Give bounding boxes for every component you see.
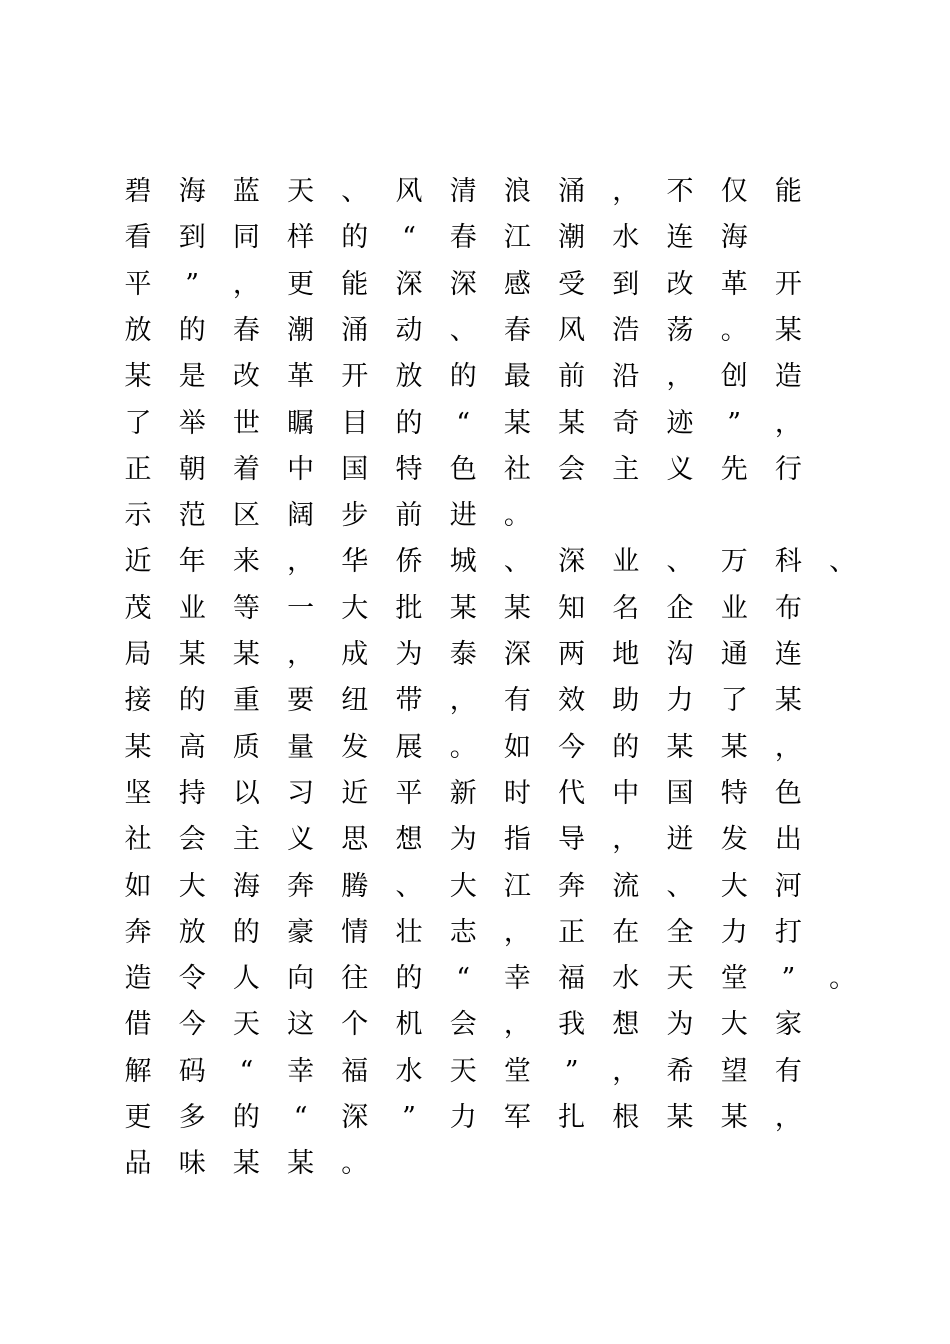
text-line: 平 ” ， 更 能 深 深 感 受 到 改 革 开 xyxy=(124,268,802,300)
text-line: 示 范 区 阔 步 前 进 。 xyxy=(124,500,531,532)
text-line: 如 大 海 奔 腾 、 大 江 奔 流 、 大 河 xyxy=(124,870,802,902)
text-line: 局 某 某 ， 成 为 泰 深 两 地 沟 通 连 xyxy=(124,639,802,670)
text-line: 碧 海 蓝 天 、 风 清 浪 涌 ， 不 仅 能 xyxy=(124,176,802,207)
text-line: 某 是 改 革 开 放 的 最 前 沿 ， 创 造 xyxy=(124,361,802,393)
text-line: 茂 业 等 一 大 批 某 某 知 名 企 业 布 xyxy=(124,592,802,624)
text-line: 接 的 重 要 纽 带 ， 有 效 助 力 了 某 xyxy=(124,685,802,717)
text-line: 借 今 天 这 个 机 会 ， 我 想 为 大 家 xyxy=(124,1009,802,1041)
text-line: 看 到 同 样 的 “ 春 江 潮 水 连 海 xyxy=(124,222,748,254)
text-line: 更 多 的 “ 深 ” 力 军 扎 根 某 某 ， xyxy=(124,1102,802,1133)
text-line: 了 举 世 瞩 目 的 “ 某 某 奇 迹 ” ， xyxy=(124,407,802,439)
text-line: 正 朝 着 中 国 特 色 社 会 主 义 先 行 xyxy=(124,453,802,485)
text-line: 品 味 某 某 。 xyxy=(124,1148,369,1180)
text-line: 某 高 质 量 发 展 。 如 今 的 某 某 ， xyxy=(124,731,802,763)
text-line: 坚 持 以 习 近 平 新 时 代 中 国 特 色 xyxy=(124,777,802,809)
text-line: 解 码 “ 幸 福 水 天 堂 ” ， 希 望 有 xyxy=(124,1055,802,1087)
text-line: 社 会 主 义 思 想 为 指 导 ， 迸 发 出 xyxy=(124,824,802,856)
text-line: 放 的 春 潮 涌 动 、 春 风 浩 荡 。 某 xyxy=(124,314,802,346)
text-line: 造 令 人 向 往 的 “ 幸 福 水 天 堂 ” 。 xyxy=(124,963,857,995)
text-line: 奔 放 的 豪 情 壮 志 ， 正 在 全 力 打 xyxy=(124,916,802,948)
text-line: 近 年 来 ， 华 侨 城 、 深 业 、 万 科 、 xyxy=(124,546,857,578)
